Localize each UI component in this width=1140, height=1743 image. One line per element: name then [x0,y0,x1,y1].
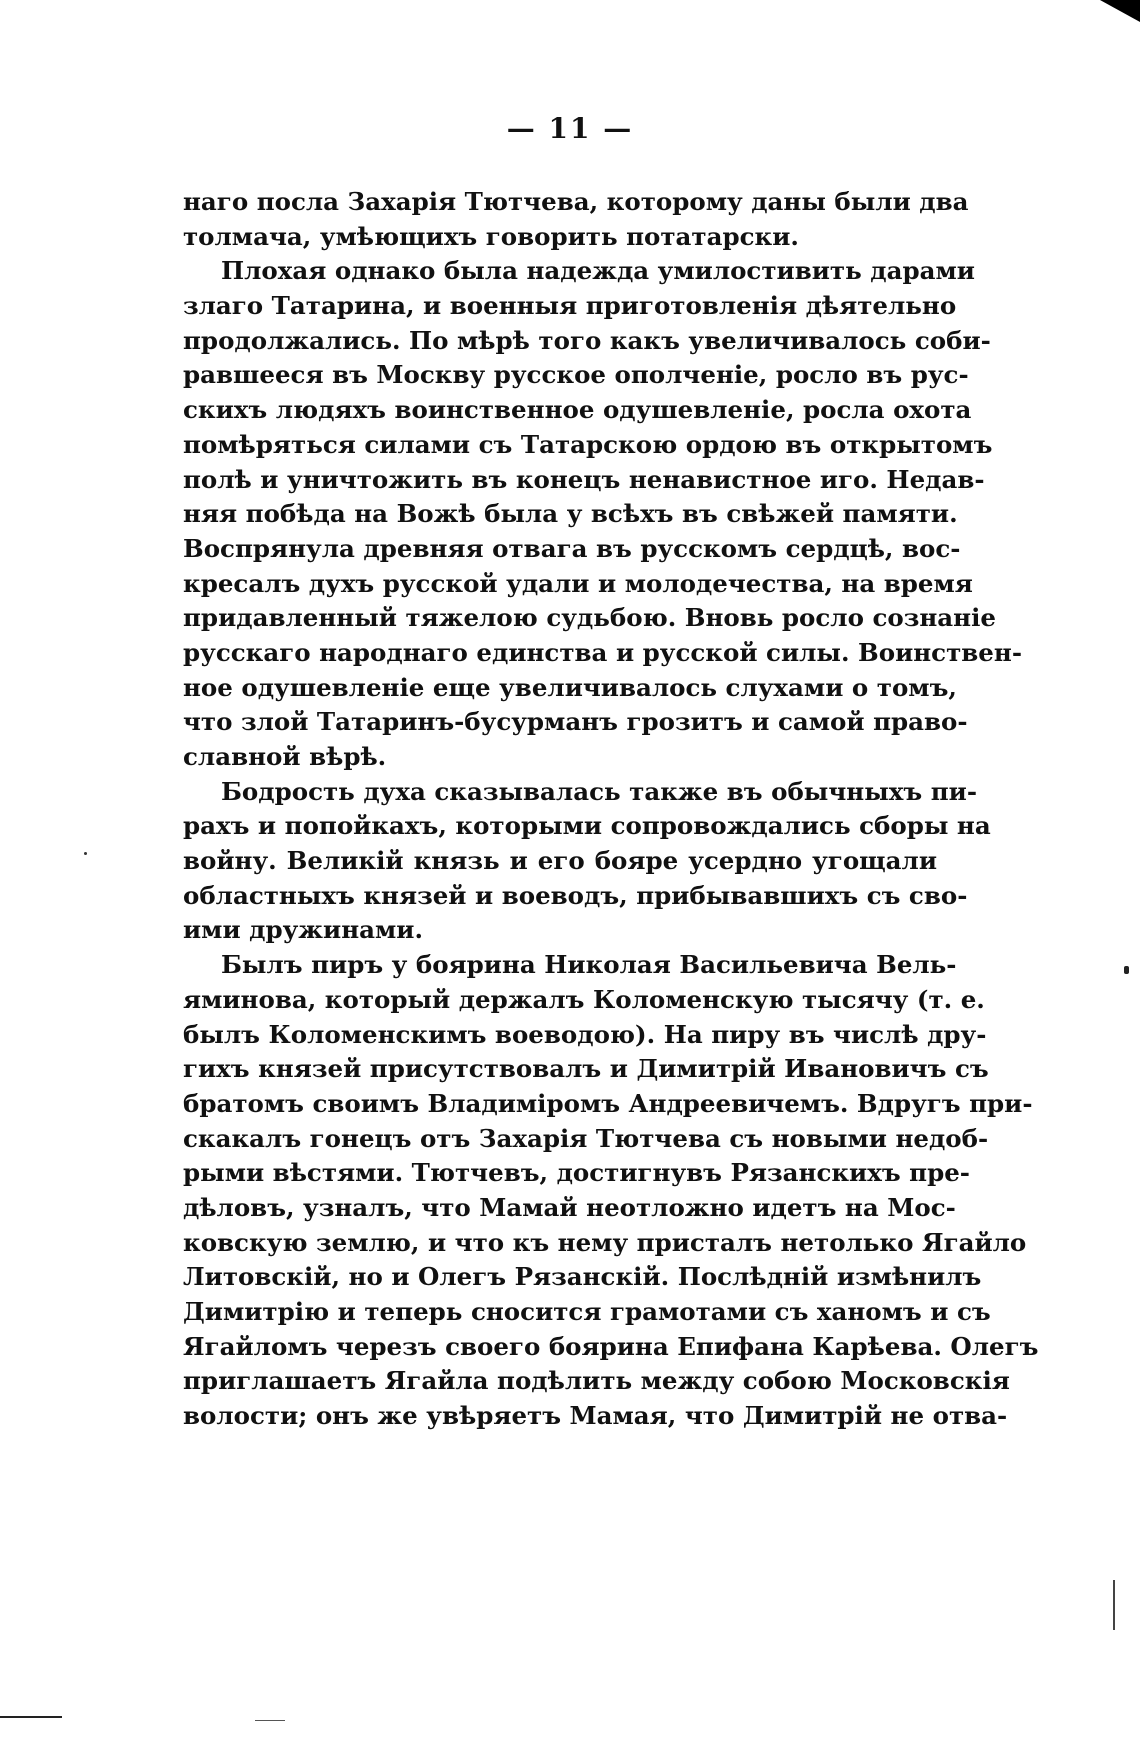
text-line: наго посла Захарія Тютчева, которому даны были два [183,187,969,216]
text-line: Бодрость духа сказывалась также въ обычныхъ пи- [221,776,977,806]
text-line: скихъ людяхъ воинственное одушевленіе, росла охота [183,395,972,425]
text-line: Былъ пиръ у боярина Николая Васильевича Вель- [221,950,957,980]
scan-speck [84,852,87,855]
text-line: русскаго народнаго единства и русской силы. Воинствен- [183,637,1022,667]
text-line: Ягайломъ черезъ своего боярина Епифана Карѣева. Олегъ [183,1331,1039,1361]
scan-edge-line [255,1720,285,1721]
text-line: равшееся въ Москву русское ополченіе, росло въ рус- [183,360,969,390]
text-line: полѣ и уничтожить въ конецъ ненавистное иго. Недав- [183,464,985,494]
text-line: Димитрію и теперь сносится грамотами съ ханомъ и съ [183,1297,991,1326]
text-line: продолжались. По мѣрѣ того какъ увеличивалось соби- [183,325,991,355]
text-line: Воспрянула древняя отвага въ русскомъ сердцѣ, вос- [183,533,961,563]
text-line: войну. Великій князь и его бояре усердно угощали [183,846,937,876]
text-line: Плохая однако была надежда умилостивить дарами [221,256,975,286]
text-line: злаго Татарина, и военныя приготовленія дѣятельно [183,291,957,321]
text-line: няя побѣда на Вожѣ была у всѣхъ въ свѣжей памяти. [183,499,958,529]
text-line: придавленный тяжелою судьбою. Вновь росло сознаніе [183,603,996,633]
corner-mark [1100,0,1140,22]
text-line: дѣловъ, узналъ, что Мамай неотложно идетъ на Мос- [183,1192,956,1222]
text-line: ное одушевленіе еще увеличивалось слухами о томъ, [183,672,957,702]
text-line: помѣряться силами съ Татарскою ордою въ открытомъ [183,429,993,459]
text-line: областныхъ князей и воеводъ, прибывавшихъ съ сво- [183,880,968,910]
text-line: кресалъ духъ русской удали и молодечества, на время [183,568,973,598]
text-line: что злой Татаринъ-бусурманъ грозитъ и самой право- [183,707,968,737]
text-line: рыми вѣстями. Тютчевъ, достигнувъ Рязанскихъ пре- [183,1158,970,1188]
text-line: Литовскій, но и Олегъ Рязанскій. Послѣдній измѣнилъ [183,1262,982,1292]
scan-edge-line [0,1716,62,1718]
text-line: скакалъ гонецъ отъ Захарія Тютчева съ новыми недоб- [183,1123,989,1153]
text-line: славной вѣрѣ. [183,742,387,771]
text-line: рахъ и попойкахъ, которыми сопровождались сборы на [183,811,991,841]
text-line: былъ Коломенскимъ воеводою). На пиру въ числѣ дру- [183,1019,987,1049]
text-line: волости; онъ же увѣряетъ Мамая, что Димитрій не отва- [183,1401,1008,1431]
scan-speck [1124,966,1129,974]
scan-edge-mark [1113,1580,1115,1630]
page-number: — 11 — [506,112,634,145]
text-line: гихъ князей присутствовалъ и Димитрій Ивановичъ съ [183,1054,989,1084]
text-line: яминова, который держалъ Коломенскую тысячу (т. е. [183,984,985,1014]
body-text [183,185,1039,1434]
text-line: братомъ своимъ Владиміромъ Андреевичемъ. Вдругъ при- [183,1088,1033,1118]
text-line: толмача, умѣющихъ говорить потатарски. [183,221,799,251]
text-line: приглашаетъ Ягайла подѣлить между собою Московскія [183,1366,1010,1396]
text-line: ковскую землю, и что къ нему присталъ нетолько Ягайло [183,1227,1027,1257]
text-line: ими дружинами. [183,915,423,945]
